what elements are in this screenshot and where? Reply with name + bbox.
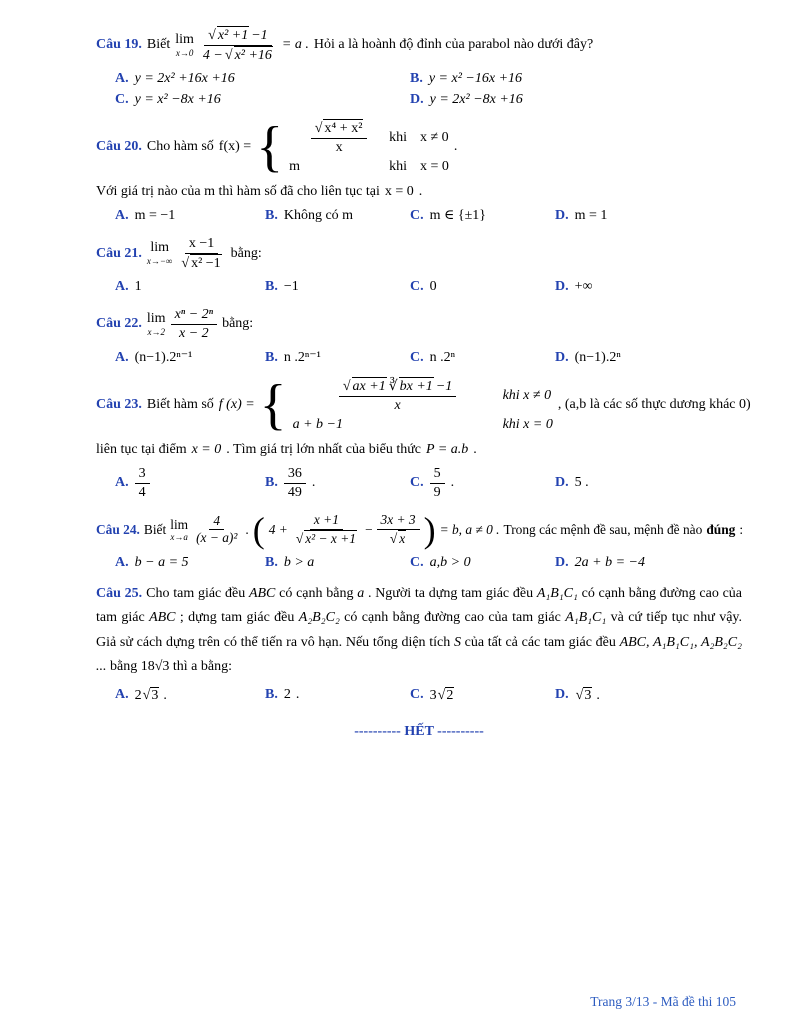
punctuation: . bbox=[450, 475, 455, 490]
question-text: Cho tam giác đều ABC có cạnh bằng a . Người ta dựng tam giác đều A₁B₁C₁ có cạnh bằng đường cao của tam giác ABC ; dựng tam giác đều A₂B₂C₂ có cạnh bằng đường cao của tam giác A₁B₁C₁ và cứ tiếp tục như vậy. Giả sử cách dựng trên có thể tiến ra vô hạn. Nếu tổng diện tích S của tất cả các tam giác đều ABC, A₁B₁C₁, A₂B₂C₂ ... bằng 18√3 thì a bằng: bbox=[96, 585, 742, 674]
option-d bbox=[555, 349, 742, 366]
option-text bbox=[284, 687, 300, 703]
numerator: 5 bbox=[430, 465, 445, 484]
fraction bbox=[293, 377, 503, 414]
option-label: B. bbox=[265, 475, 278, 490]
question-23-statement: Câu 23. Biết hàm số f (x) = { √ ax +1 ∛ bx +1 −1 x khi x ≠ 0 a + b −1 khi x = 0 , (a,b là các số thực dương khác 0) bbox=[96, 374, 751, 436]
denominator: x bbox=[394, 397, 401, 413]
option-text: 1 bbox=[134, 279, 142, 294]
option-d bbox=[555, 465, 742, 501]
option-label: A. bbox=[115, 349, 129, 365]
punctuation: . bbox=[311, 475, 316, 490]
option-b bbox=[265, 349, 410, 366]
option-b bbox=[265, 687, 410, 704]
options bbox=[115, 687, 742, 704]
numerator: 3 bbox=[135, 465, 150, 484]
option-text bbox=[575, 687, 600, 704]
option-text: Không có m bbox=[283, 207, 354, 223]
option-text: b − a = 5 bbox=[134, 554, 189, 570]
option-c bbox=[410, 465, 555, 501]
sqrt-symbol: √ bbox=[181, 255, 190, 271]
piecewise-cases bbox=[293, 377, 553, 433]
limit-subscript: x→2 bbox=[147, 326, 165, 337]
limit-word: lim bbox=[170, 516, 189, 532]
options bbox=[115, 349, 742, 366]
option-label: A. bbox=[115, 71, 129, 86]
question-25 bbox=[96, 582, 742, 704]
question-20-subtext bbox=[96, 184, 742, 200]
question-label: Câu 20. bbox=[96, 139, 142, 154]
question-text: Hỏi a là hoành độ đỉnh của parabol nào dưới đây? bbox=[313, 37, 594, 52]
denominator bbox=[199, 46, 277, 65]
question-20-statement: Câu 20. Cho hàm số f(x) = { √ x⁴ + x² x khi x ≠ 0 m khi x = 0 . bbox=[96, 116, 458, 178]
limit bbox=[170, 518, 188, 542]
punctuation: : bbox=[739, 521, 744, 537]
question-label: Câu 22. bbox=[96, 316, 142, 331]
option-label: D. bbox=[555, 687, 569, 702]
option-label: B. bbox=[265, 687, 278, 702]
option-b bbox=[410, 71, 742, 87]
option-a bbox=[115, 349, 265, 366]
radicand: 3 bbox=[151, 687, 159, 703]
math-fragment: − bbox=[364, 521, 373, 537]
option-b bbox=[265, 279, 410, 295]
question-intro: Cho hàm số bbox=[146, 139, 214, 154]
question-21-statement bbox=[96, 235, 742, 272]
punctuation: . bbox=[473, 442, 477, 457]
question-21 bbox=[96, 235, 742, 295]
option-label: B. bbox=[265, 349, 278, 365]
math-fragment: 4 − bbox=[202, 47, 223, 63]
punctuation: . bbox=[418, 184, 423, 199]
option-text: 5 . bbox=[574, 475, 589, 490]
radicand: 3 bbox=[584, 687, 592, 703]
option-label: C. bbox=[410, 687, 424, 702]
denominator: 49 bbox=[287, 484, 302, 500]
question-intro: Biết hàm số bbox=[146, 397, 214, 412]
options bbox=[115, 279, 742, 295]
option-text: 2a + b = −4 bbox=[574, 554, 645, 570]
question-label: Câu 21. bbox=[96, 245, 142, 261]
options bbox=[115, 555, 742, 571]
fraction bbox=[289, 119, 389, 156]
limit-subscript: x→−∞ bbox=[146, 256, 173, 266]
option-text: m = 1 bbox=[574, 207, 608, 223]
limit-word: lim bbox=[175, 31, 194, 47]
radicand: x² +1 bbox=[217, 28, 249, 43]
option-b bbox=[265, 465, 410, 501]
option-a bbox=[115, 279, 265, 295]
option-a bbox=[115, 71, 410, 87]
question-24 bbox=[96, 509, 744, 571]
option-text bbox=[135, 687, 167, 704]
condition-math: x ≠ 0 bbox=[419, 129, 449, 145]
option-b bbox=[265, 555, 410, 571]
option-text: y = 2x² −8x +16 bbox=[429, 92, 523, 107]
punctuation: . bbox=[245, 521, 249, 537]
option-a bbox=[115, 555, 265, 571]
question-label: Câu 23. bbox=[96, 397, 142, 412]
limit-word: lim bbox=[150, 240, 169, 255]
khi-word: khi bbox=[389, 129, 407, 145]
option-label: C. bbox=[410, 207, 424, 223]
radicand: x bbox=[399, 530, 406, 546]
option-text: (n−1).2ⁿ⁻¹ bbox=[134, 350, 193, 365]
option-c bbox=[410, 349, 555, 366]
option-label: A. bbox=[115, 279, 129, 294]
numerator bbox=[204, 26, 272, 46]
option-d bbox=[555, 555, 742, 571]
option-text: 0 bbox=[429, 279, 437, 294]
fraction bbox=[292, 512, 361, 548]
option-d bbox=[555, 279, 742, 295]
case-condition: khi x = 0 bbox=[502, 417, 553, 432]
option-a bbox=[115, 687, 265, 704]
option-c bbox=[410, 687, 555, 704]
option-label: B. bbox=[265, 207, 278, 223]
question-intro: Biết bbox=[143, 521, 167, 537]
radicand: bx +1 bbox=[399, 379, 433, 394]
limit bbox=[175, 33, 194, 58]
case-value: a + b −1 bbox=[292, 417, 343, 432]
fraction bbox=[377, 512, 420, 548]
radicand: x² +16 bbox=[234, 47, 272, 63]
option-label: C. bbox=[410, 279, 424, 294]
radicand: x² − x +1 bbox=[305, 530, 356, 546]
sqrt-symbol: √ bbox=[342, 379, 351, 394]
option-label: A. bbox=[115, 687, 129, 702]
fraction bbox=[199, 26, 277, 64]
punctuation: . bbox=[295, 687, 300, 702]
question-22 bbox=[96, 306, 742, 366]
sqrt-symbol: √ bbox=[437, 687, 446, 703]
emphasized-word: đúng bbox=[706, 521, 736, 537]
option-a bbox=[115, 465, 265, 501]
end-marker: ---------- HẾT ---------- bbox=[354, 723, 484, 739]
math-fragment: P = a.b bbox=[426, 442, 469, 457]
option-label: A. bbox=[115, 207, 129, 223]
question-22-statement bbox=[96, 306, 742, 342]
numerator: x +1 bbox=[310, 512, 343, 530]
page-footer: Trang 3/13 - Mã đề thi 105 bbox=[590, 994, 736, 1009]
question-label: Câu 19. bbox=[96, 37, 142, 52]
option-text: a,b > 0 bbox=[429, 554, 471, 570]
denominator bbox=[292, 530, 361, 548]
math-fragment: −1 bbox=[435, 379, 453, 394]
sqrt-symbol: √ bbox=[575, 687, 584, 703]
option-c bbox=[115, 92, 410, 108]
option-label: C. bbox=[410, 349, 424, 365]
option-label: D. bbox=[555, 207, 569, 223]
option-d bbox=[555, 207, 742, 224]
math-fragment: 2 bbox=[283, 687, 291, 702]
sqrt-symbol: √ bbox=[295, 530, 304, 546]
option-text: y = x² −16x +16 bbox=[428, 71, 523, 86]
question-text: bằng: bbox=[222, 316, 254, 331]
limit-subscript: x→0 bbox=[175, 47, 194, 58]
piecewise-cases bbox=[289, 119, 449, 175]
case-row bbox=[293, 417, 553, 433]
option-label: D. bbox=[555, 475, 569, 490]
numerator: 36 bbox=[284, 465, 306, 484]
question-text: . Tìm giá trị lớn nhất của biểu thức bbox=[226, 442, 422, 457]
case-condition bbox=[389, 130, 449, 146]
option-label: C. bbox=[410, 475, 424, 490]
limit-subscript: x→a bbox=[170, 531, 188, 542]
question-text: Với giá trị nào của m thì hàm số đã cho liên tục tại bbox=[96, 184, 380, 199]
option-text: b > a bbox=[283, 554, 315, 570]
question-23 bbox=[96, 374, 751, 501]
option-c bbox=[410, 279, 555, 295]
option-d bbox=[555, 687, 742, 704]
question-19 bbox=[96, 26, 742, 108]
denominator: 4 bbox=[138, 484, 146, 500]
option-text: y = x² −8x +16 bbox=[134, 92, 221, 107]
denominator bbox=[386, 530, 410, 548]
option-text: m = −1 bbox=[134, 207, 176, 223]
option-label: B. bbox=[265, 554, 278, 570]
option-label: D. bbox=[410, 92, 424, 107]
fraction bbox=[192, 513, 241, 548]
punctuation: . bbox=[596, 687, 600, 703]
limit bbox=[147, 241, 172, 266]
denominator bbox=[177, 254, 225, 273]
sqrt-symbol: √ bbox=[314, 121, 323, 136]
fraction bbox=[430, 465, 445, 501]
case-row bbox=[293, 377, 553, 414]
question-19-statement bbox=[96, 26, 742, 64]
math-fragment: = b, a ≠ 0 . bbox=[439, 521, 500, 537]
math-fragment: 2 bbox=[134, 687, 142, 703]
sqrt-symbol: √ bbox=[389, 530, 398, 546]
math-fragment: 3 bbox=[429, 687, 437, 703]
numerator bbox=[311, 119, 368, 139]
denominator: 9 bbox=[433, 484, 441, 500]
case-row bbox=[289, 119, 449, 156]
case-value: m bbox=[289, 159, 300, 174]
question-text: liên tục tại điểm bbox=[96, 442, 187, 457]
fraction bbox=[171, 306, 217, 342]
option-text: y = 2x² +16x +16 bbox=[134, 71, 235, 86]
option-text: n .2ⁿ⁻¹ bbox=[283, 350, 321, 365]
function-name: f(x) = bbox=[218, 139, 252, 154]
math-fragment: = a . bbox=[281, 37, 309, 52]
option-label: A. bbox=[115, 554, 129, 570]
radicand: ax +1 bbox=[352, 379, 386, 394]
option-c bbox=[410, 207, 555, 224]
question-intro: Biết bbox=[146, 37, 171, 52]
question-24-statement: Câu 24. Biết lim x→a $\frac{4}{\text{(x − a)²}}$ . ( 4 + x +1 √ x² − x +1 − 3x + 3 √ x ) = b, a ≠ 0 . Trong các mệnh đề sau, mệnh đề nào đúng : bbox=[96, 509, 744, 550]
function-name: f (x) = bbox=[218, 397, 255, 412]
sqrt-symbol: √ bbox=[224, 47, 233, 63]
math-fragment: x = 0 bbox=[191, 442, 222, 457]
denominator: x − 2 bbox=[178, 325, 209, 341]
khi-word: khi bbox=[389, 159, 407, 174]
option-label: C. bbox=[410, 554, 424, 570]
numerator: 3x + 3 bbox=[377, 512, 420, 530]
option-label: D. bbox=[555, 279, 569, 294]
options bbox=[115, 465, 742, 501]
punctuation: . bbox=[163, 687, 167, 703]
numerator bbox=[339, 377, 456, 397]
case-condition: khi x ≠ 0 bbox=[502, 387, 552, 403]
option-text: (n−1).2ⁿ bbox=[574, 349, 621, 365]
radicand: 2 bbox=[446, 687, 454, 703]
option-b bbox=[265, 207, 410, 224]
option-text: m ∈ {±1} bbox=[429, 208, 487, 223]
fraction bbox=[284, 465, 306, 501]
question-text: bằng: bbox=[230, 245, 262, 261]
case-row bbox=[289, 159, 449, 175]
limit-word: lim bbox=[146, 310, 166, 326]
math-fragment: x = 0 bbox=[384, 184, 414, 199]
condition-math: x = 0 bbox=[419, 159, 449, 174]
option-a bbox=[115, 207, 265, 224]
question-text: Trong các mệnh đề sau, mệnh đề nào bbox=[503, 521, 703, 537]
option-label: B. bbox=[265, 279, 278, 294]
option-d bbox=[410, 92, 742, 108]
fraction bbox=[135, 465, 150, 501]
sqrt-symbol: √ bbox=[142, 687, 151, 703]
option-label: D. bbox=[555, 349, 569, 365]
fraction bbox=[177, 235, 225, 272]
question-25-statement bbox=[96, 582, 742, 680]
math-fragment: −1 bbox=[251, 28, 268, 43]
question-label: Câu 24. bbox=[96, 521, 140, 537]
option-text bbox=[430, 687, 459, 704]
option-label: D. bbox=[555, 554, 569, 570]
math-fragment: 4 + bbox=[268, 521, 288, 537]
radicand: x⁴ + x² bbox=[324, 121, 363, 136]
cbrt-symbol: ∛ bbox=[388, 379, 398, 394]
option-label: C. bbox=[115, 92, 129, 107]
options bbox=[115, 207, 742, 224]
question-23-subtext bbox=[96, 442, 742, 458]
denominator: (x − a)² bbox=[196, 530, 238, 546]
sqrt-symbol: √ bbox=[208, 28, 216, 43]
limit bbox=[147, 312, 166, 337]
numerator: 4 bbox=[209, 513, 224, 531]
options bbox=[115, 71, 742, 108]
question-label: Câu 25. bbox=[96, 585, 143, 601]
numerator: xⁿ − 2ⁿ bbox=[171, 306, 217, 325]
option-c bbox=[410, 555, 555, 571]
question-20 bbox=[96, 116, 742, 224]
option-text: +∞ bbox=[574, 279, 593, 294]
radicand: x² −1 bbox=[191, 255, 221, 271]
option-label: B. bbox=[410, 71, 423, 86]
punctuation: . bbox=[453, 139, 458, 154]
case-condition bbox=[389, 159, 449, 175]
numerator: x −1 bbox=[185, 235, 218, 254]
option-text: −1 bbox=[283, 279, 299, 294]
question-text: , (a,b là các số thực dương khác 0) bbox=[557, 397, 751, 412]
denominator: x bbox=[335, 139, 343, 155]
option-label: A. bbox=[115, 475, 129, 490]
option-text: n .2ⁿ bbox=[429, 349, 456, 365]
